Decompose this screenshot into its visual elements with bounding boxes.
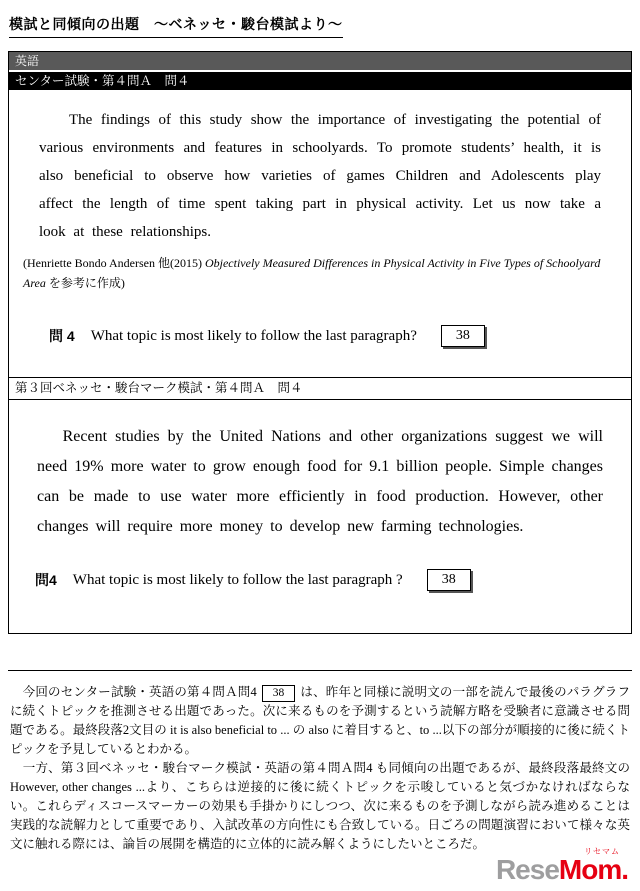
analysis-p1-after: は、昨年と同様に説明文の一部を読んで最後のパラグラフに続くトピックを推測させる出題であった。次に来るものを予測するという読解方略を受験者に意識させる問題である。最終段落2文目の it is also beneficial to ... の also に着目すると、to ...以下の部分が順接的に後に続くトピックを予見しているとわかる。 [10,685,630,756]
resemom-logo-ruby: リセマム [584,847,620,856]
exam2-question-text: What topic is most likely to follow the last paragraph ? [72,571,403,588]
exam2-passage: Recent studies by the United Nations and other organizations suggest we will need 19% more water to grow enough food for 9.1 billion people. Simple changes can be made to use water more efficiently in food production. However, other changes will require more money to develop new farming technologies. [37,428,603,535]
exam1-citation [9,246,631,293]
resemom-logo-red: Mom. [558,854,628,885]
exam1-passage: The findings of this study show the importance of investigating the potential of various environments and features in schoolyards. To promote students’ health, it is also beneficial to observe how varieties of games Children and Adolescents play affect the length of time spent taking part in physical activity. Let us now take a look at these relationships. [39,112,601,240]
exam1-question-label: 問 4 [49,328,75,344]
subject-bar: 英語 [9,52,631,70]
citation-prefix: (Henriette Bondo Andersen 他(2015) [23,256,205,270]
exam1-question-text: What topic is most likely to follow the last paragraph? [90,327,417,344]
analysis-paragraph-1 [10,683,630,759]
exam-comparison-box [8,51,632,634]
resemom-logo [496,848,628,883]
exam2-question-label: 問4 [35,572,57,588]
citation-suffix: を参考に作成) [45,276,125,290]
exam1-header: センター試験・第４問Ａ 問４ [9,72,631,90]
exam1-question-row [9,293,631,347]
resemom-logo-text [496,854,628,885]
resemom-logo-gray: Rese [495,854,559,885]
exam2-question-row [9,542,631,591]
exam2-answer-box: 38 [427,569,471,591]
analysis-inline-answer-box: 38 [262,685,296,702]
analysis-p1-before: 今回のセンター試験・英語の第４問Ａ問4 [10,685,257,699]
analysis-commentary [0,671,640,854]
citation-source-title: Objectively Measured Differences in Physical Activity in Five Types of Schoolyard Area [23,256,601,290]
exam1-answer-box: 38 [441,325,485,347]
page-title: 模試と同傾向の出題 ～ベネッセ・駿台模試より～ [9,14,343,38]
analysis-paragraph-2: 一方、第３回ベネッセ・駿台マーク模試・英語の第４問Ａ問4 も同傾向の出題であるが、最終段落最終文の However, other changes ...より、こちらは逆接的に後に続くトピックを示唆していると気づかなければならない。これらディスコースマーカーの効果も手掛かりにしつつ、次に来るものを予測しながら読み進めることは実践的な読解力として重要であり、入試改革の方向性にも合致している。日ごろの問題演習において様々な英文に触れる際には、論旨の展開を構造的に立体的に読み解くようにしたいところだ。 [10,761,630,851]
exam2-header: 第３回ベネッセ・駿台マーク模試・第４問Ａ 問４ [9,377,631,400]
